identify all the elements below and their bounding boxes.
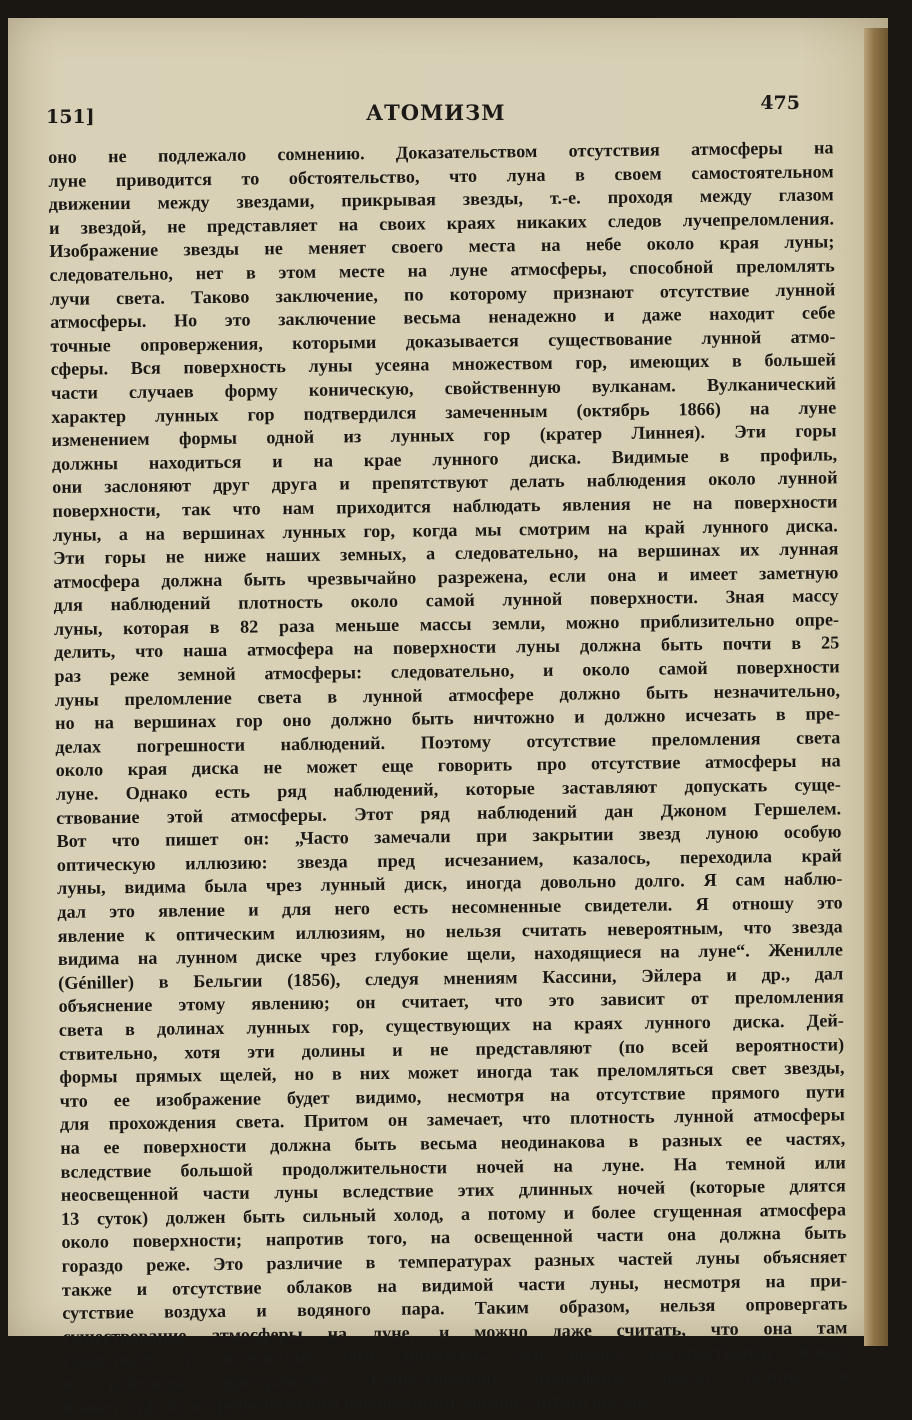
section-number: 151]: [46, 106, 95, 128]
text-line: сферы. Вся поверхность луны усеяна множеством гор, имеющих в большей: [50, 349, 836, 380]
text-line: (Géniller) в Бельгии (1856), следуя мнениям Кассини, Эйлера и др., дал: [58, 963, 844, 993]
text-line: и звездой, не представляет на своих краях никаких следов лучепреломления.: [48, 208, 835, 238]
text-line: неосвещенной части луны вследствие этих длинных ночей (которые длятся: [60, 1175, 846, 1206]
text-line: они заслоняют друг друга и препятствуют делать наблюдения около лунной: [52, 467, 838, 498]
text-line: Эти горы не ниже наших земных, а следовательно, на вершинах их лунная: [52, 538, 839, 569]
text-line: 13 суток) должен быть сильный холод, а потому и более сгущенная атмосфера: [60, 1199, 847, 1229]
text-line: в небесном пространстве. Существование атмосферы около солнца и: [63, 1364, 849, 1394]
text-line: атмосфера должна быть чрезвычайно разрежена, если она и имеет заметную: [53, 562, 839, 592]
text-line: раз реже земной атмосферы: следовательно, и около самой поверхности: [54, 656, 840, 687]
text-line: на ее поверхности должна быть весьма неодинакова в разных ее частях,: [60, 1128, 846, 1158]
text-line: для наблюдений плотность около самой лунной поверхности. Зная массу: [53, 585, 839, 616]
text-line: луны, а на вершинах лунных гор, когда мы смотрим на край лунного диска.: [52, 514, 838, 545]
text-line: около края диска не может еще говорить про отсутствие атмосферы на: [55, 750, 841, 781]
text-line: оно не подлежало сомнению. Доказательством отсутствия атмосферы на: [48, 137, 834, 167]
running-title: АТОМИЗМ: [366, 100, 506, 125]
text-line: что ее изображение будет видимо, несмотря на отсутствие прямого пути: [59, 1081, 845, 1111]
text-line: существование атмосферы на луне, и можно даже считать, что она там: [62, 1317, 848, 1347]
text-line: луны, которая в 82 раза меньше массы земли, можно приблизительно опре-: [53, 609, 840, 639]
text-line: вследствие большой продолжительности ночей на луне. На темной или: [60, 1151, 846, 1182]
page-number: 475: [760, 92, 800, 114]
page-edge: [864, 28, 888, 1346]
text-line: для прохождения света. Притом он замечает, что плотность лунной атмосферы: [59, 1104, 846, 1135]
text-line: лучи света. Таково заключение, по которому признают отсутствие лунной: [49, 278, 836, 309]
text-line: видима на лунном диске чрез глубокие щели, находящиеся на луне“. Женилле: [57, 939, 843, 970]
text-line: формы прямых щелей, но в них может иногда так преломляться свет звезды,: [59, 1057, 845, 1088]
text-line: существует, и вследствие того допускать, что воздух распространен всюду: [62, 1340, 848, 1371]
text-line: следовательно, нет в этом месте на луне атмосферы, способной преломлять: [49, 255, 835, 285]
text-line: сутствие воздуха и водяного пара. Таким образом, нельзя опровергать: [62, 1293, 848, 1324]
text-line: атмосферы. Но это заключение весьма ненадежно и даже находит себе: [50, 302, 836, 333]
text-line: должны находиться и на крае лунного диска. Видимые в профиль,: [51, 444, 838, 474]
text-line: луне. Однако есть ряд наблюдений, которые заставляют допускать суще-: [55, 774, 841, 804]
text-line: но на вершинах гор оно должно быть ничтожно и должно исчезать в пре-: [54, 703, 841, 734]
text-line: изменением формы одной из лунных гор (кратер Линнея). Эти горы: [51, 420, 837, 451]
body-text: [48, 136, 849, 1420]
text-line: планет, судя по астрономическим наблюдениям, можно считать вполне: [63, 1390, 651, 1418]
book-page: [8, 18, 888, 1418]
text-line: луне приводится то обстоятельство, что луна в своем самостоятельном: [48, 160, 834, 191]
text-line: Вот что пишет он: „Часто замечали при закрытии звезд луною особую: [56, 821, 842, 852]
text-line: также и отсутствие облаков на видимой части луны, несмотря на при-: [61, 1269, 848, 1300]
text-line: движении между звездами, прикрывая звезды, т.-е. проходя между глазом: [48, 184, 834, 215]
text-line: Изображение звезды не меняет своего места на небе около края луны;: [49, 231, 835, 262]
text-line: делить, что наша атмосфера на поверхности луны должна быть почти в 25: [54, 632, 840, 663]
text-line: гораздо реже. Это различие в температурах разных частей луны объясняет: [61, 1246, 847, 1276]
text-line: луны, видима была чрез лунный диск, иногда довольно долго. Я сам наблю-: [56, 868, 843, 899]
text-line: точные опровержения, которыми доказывается существование лунной атмо-: [50, 326, 836, 356]
text-line: ствительно, хотя эти долины и не представляют (по всей вероятности): [58, 1033, 845, 1064]
text-line: света в долинах лунных гор, существующих на краях лунного диска. Дей-: [58, 1010, 844, 1040]
text-line: части случаев форму коническую, свойственную вулканам. Вулканический: [50, 373, 837, 403]
text-line: явление к оптическим иллюзиям, но нельзя считать невероятным, что звезда: [57, 915, 843, 946]
text-line: ствование этой атмосферы. Этот ряд наблюдений дан Джоном Гершелем.: [56, 797, 842, 828]
text-line: дал это явление и для него есть несомненные свидетели. Я отношу это: [57, 892, 843, 922]
text-line: делах погрешности наблюдений. Поэтому отсутствие преломления света: [55, 727, 841, 757]
running-header: [46, 90, 806, 130]
text-line: объяснение этому явлению; он считает, что это зависит от преломления: [58, 986, 844, 1017]
text-line: около поверхности; напротив того, на освещенной части она должна быть: [61, 1222, 847, 1253]
text-line: характер лунных гор подтвердился замеченным (октябрь 1866) на луне: [51, 396, 837, 427]
text-line: луны преломление света в лунной атмосфере должно быть незначительно,: [54, 680, 841, 710]
text-line: поверхности, так что нам приходится наблюдать явления не на поверхности: [52, 491, 838, 521]
text-line: оптическую иллюзию: звезда пред исчезанием, казалось, переходила край: [56, 845, 842, 875]
